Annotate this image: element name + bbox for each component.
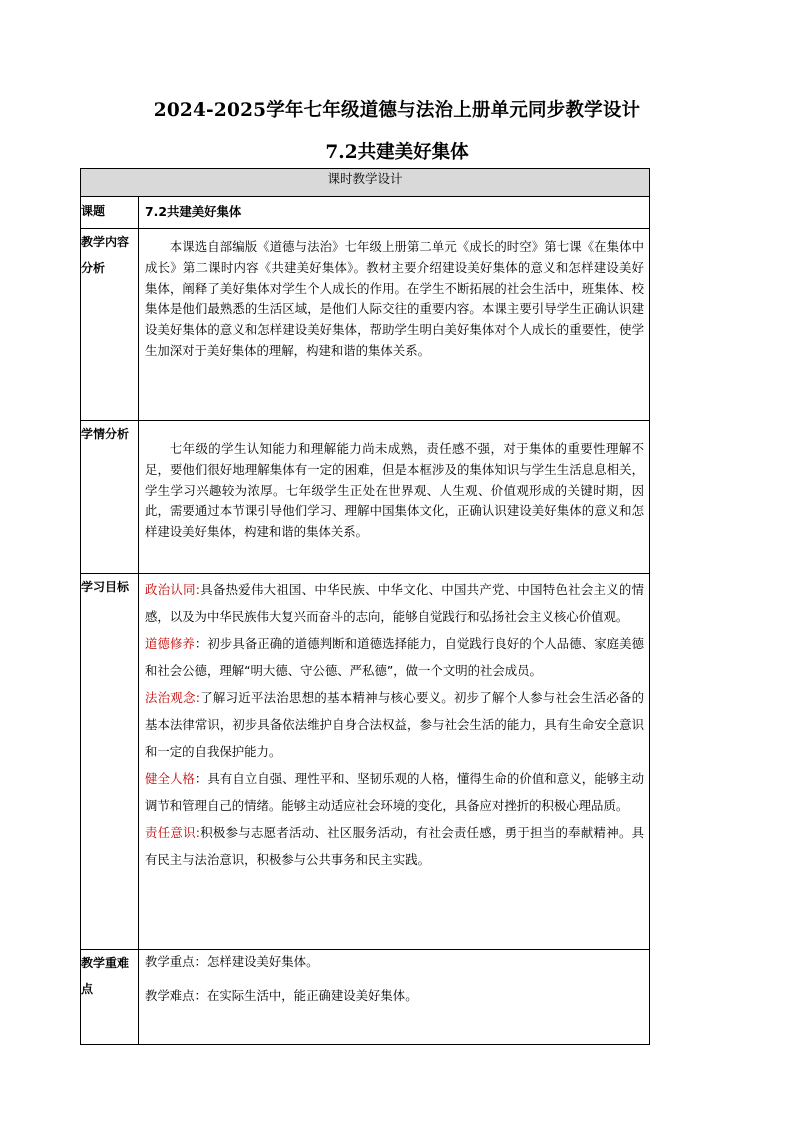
key-points-label: 教学重难点 (81, 950, 139, 1045)
goal-text: 积极参与志愿者活动、社区服务活动，有社会责任感，勇于担当的奉献精神。具有民主与法治意识，积极参与公共事务和民主实践。 (145, 825, 645, 867)
content-analysis-row (81, 229, 650, 421)
teaching-difficulty: 教学难点：在实际生活中，能正确建设美好集体。 (145, 988, 418, 1003)
student-analysis-cell (139, 421, 650, 574)
topic-row (81, 197, 650, 229)
goal-item (145, 684, 644, 765)
student-analysis-text: 七年级的学生认知能力和理解能力尚未成熟，责任感不强，对于集体的重要性理解不足，要他们很好地理解集体有一定的困难，但是本框涉及的集体知识与学生生活息息相关，学生学习兴趣较为浓厚。七年级学生正处在世界观、人生观、价值观形成的关键时期，因此，需要通过本节课引导他们学习、理解中国集体文化，正确认识建设美好集体的意义和怎样建设美好集体，构建和谐的集体关系。 (145, 441, 645, 540)
learning-goals-label: 学习目标 (81, 574, 139, 950)
learning-goals-list (139, 574, 649, 873)
student-analysis-row (81, 421, 650, 574)
topic-cell (139, 197, 650, 229)
table-header: 课时教学设计 (81, 169, 650, 197)
lesson-title: 7.2共建美好集体 (325, 142, 469, 163)
learning-goals-row (81, 574, 650, 950)
student-analysis-label: 学情分析 (81, 421, 139, 574)
lesson-plan-table (80, 168, 650, 1045)
learning-goals-cell (139, 574, 650, 950)
teaching-focus: 教学重点：怎样建设美好集体。 (145, 954, 319, 969)
goal-item (145, 819, 644, 873)
goal-text: 具备热爱伟大祖国、中华民族、中华文化、中国共产党、中国特色社会主义的情感，以及为中华民族伟大复兴而奋斗的志向，能够自觉践行和弘扬社会主义核心价值观。 (145, 582, 645, 624)
topic-label: 课题 (81, 197, 139, 229)
topic-value: 7.2共建美好集体 (145, 204, 242, 219)
content-analysis-label: 教学内容分析 (81, 229, 139, 421)
goal-text: ：具有自立自强、理性平和、坚韧乐观的人格，懂得生命的价值和意义，能够主动调节和管理自己的情绪。能够主动适应社会环境的变化，具备应对挫折的积极心理品质。 (145, 771, 645, 813)
key-points-content (139, 950, 649, 1006)
goal-item (145, 765, 644, 819)
goal-title: 健全人格 (145, 771, 195, 786)
content-analysis-text: 本课选自部编版《道德与法治》七年级上册第二单元《成长的时空》第七课《在集体中成长》第二课时内容《共建美好集体》。教材主要介绍建设美好集体的意义和怎样建设美好集体，阐释了美好集体对学生个人成长的作用。在学生不断拓展的社会生活中，班集体、校集体是他们最熟悉的生活区域，是他们人际交往的重要内容。本课主要引导学生正确认识建设美好集体的意义和怎样建设美好集体，帮助学生明白美好集体对个人成长的重要性，使学生加深对于美好集体的理解，构建和谐的集体关系。 (145, 239, 645, 358)
goal-title: 法治观念: (145, 690, 200, 705)
goal-text: 了解习近平法治思想的基本精神与核心要义。初步了解个人参与社会生活必备的基本法律常识，初步具备依法维护自身合法权益，参与社会生活的能力，具有生命安全意识和一定的自我保护能力。 (145, 690, 645, 759)
goal-item (145, 576, 644, 630)
goal-text: ：初步具备正确的道德判断和道德选择能力，自觉践行良好的个人品德、家庭美德和社会公德，理解“明大德、守公德、严私德”，做一个文明的社会成员。 (145, 636, 645, 678)
goal-title: 责任意识: (145, 825, 200, 840)
goal-title: 政治认同: (145, 582, 200, 597)
goal-item (145, 630, 644, 684)
key-points-cell (139, 950, 650, 1045)
document-title: 2024-2025学年七年级道德与法治上册单元同步教学设计 (153, 100, 641, 121)
goal-title: 道德修养 (145, 636, 195, 651)
key-points-row (81, 950, 650, 1045)
table-header-row (81, 169, 650, 197)
content-analysis-cell (139, 229, 650, 421)
